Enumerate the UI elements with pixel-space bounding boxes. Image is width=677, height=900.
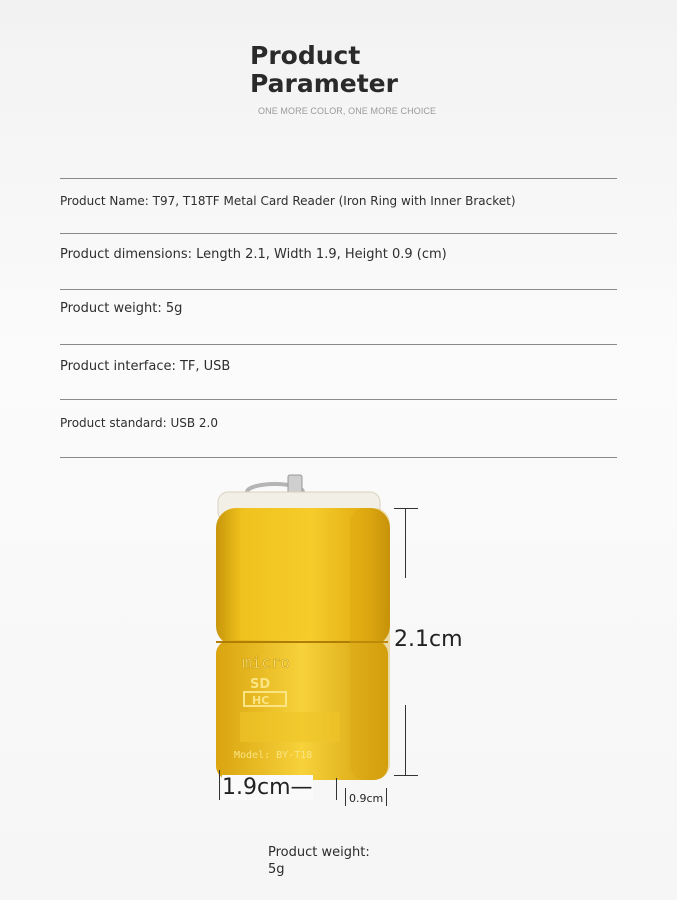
title-line-1: Product: [250, 41, 361, 70]
width-tick-left: [219, 770, 220, 800]
length-label: 2.1cm: [394, 627, 463, 652]
length-line-upper: [405, 508, 406, 578]
param-product-standard: Product standard: USB 2.0: [60, 416, 218, 430]
param-product-dimensions: Product dimensions: Length 2.1, Width 1.9, Height 0.9 (cm): [60, 247, 447, 262]
width-tick-right: [336, 778, 337, 800]
height-tick-right: [386, 788, 387, 806]
card-reader-image: [200, 470, 400, 790]
title-line-2: Parameter: [250, 69, 398, 98]
engraved-hc: HC: [252, 694, 270, 707]
param-product-name: Product Name: T97, T18TF Metal Card Reader (Iron Ring with Inner Bracket): [60, 194, 516, 208]
param-product-weight: Product weight: 5g: [60, 301, 183, 316]
width-value: 1.9cm: [222, 775, 291, 800]
footer-weight: [268, 844, 370, 878]
divider: [60, 233, 617, 234]
page-subtitle: ONE MORE COLOR, ONE MORE CHOICE: [258, 106, 437, 116]
width-label: 1.9cm—: [222, 775, 313, 800]
length-tick-bottom: [394, 775, 418, 776]
param-product-interface: Product interface: TF, USB: [60, 359, 231, 374]
height-tick-left: [345, 788, 346, 806]
divider: [60, 457, 617, 458]
height-label: 0.9cm: [349, 792, 384, 805]
length-line-lower: [405, 705, 406, 775]
divider: [60, 344, 617, 345]
divider: [60, 178, 617, 179]
footer-weight-label: Product weight:: [268, 845, 370, 860]
divider: [60, 289, 617, 290]
footer-weight-value: 5g: [268, 862, 285, 877]
length-tick-top: [394, 508, 418, 509]
page-title: [250, 42, 398, 98]
engraved-model: Model: BY-T18: [234, 750, 313, 761]
divider: [60, 399, 617, 400]
engraved-sd: SD: [250, 677, 271, 692]
engraved-micro: micro: [242, 653, 291, 672]
